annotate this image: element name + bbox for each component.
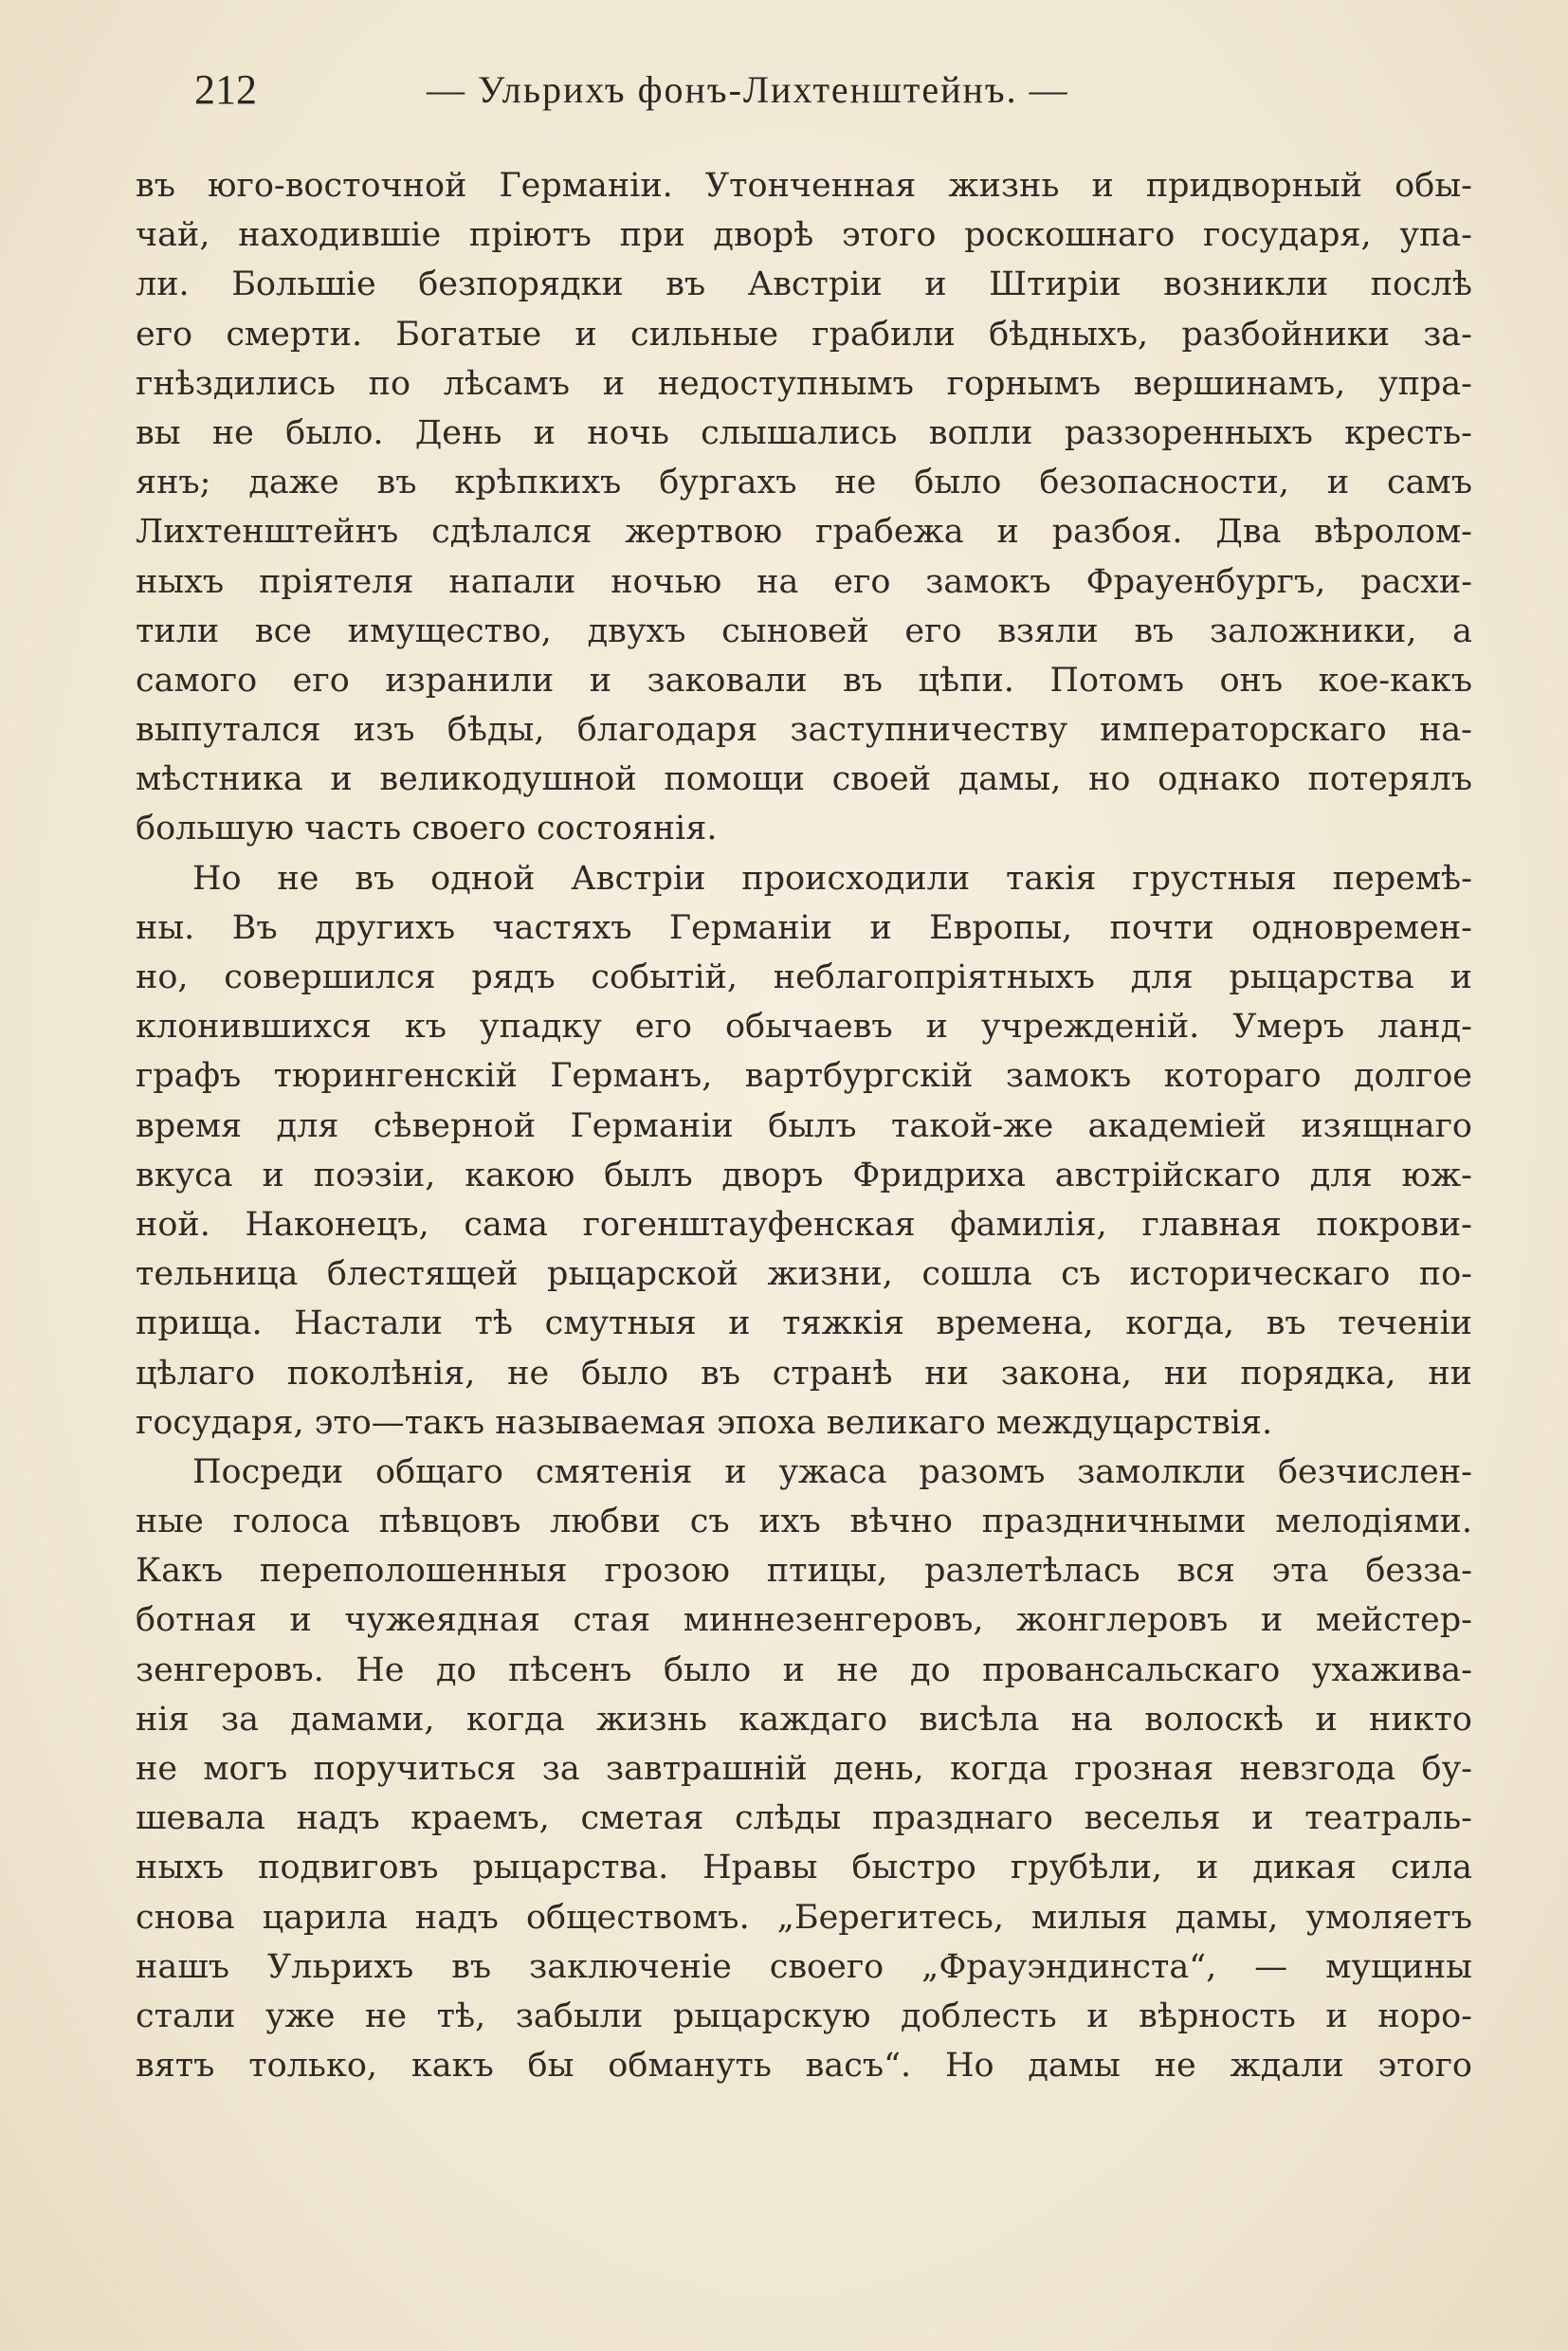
body-text [136, 161, 1472, 2090]
text-line: зенгеровъ. Не до пѣсенъ было и не до провансальскаго ухажива- [136, 1650, 1472, 1689]
text-line: стали уже не тѣ, забыли рыцарскую доблесть и вѣрность и норо- [136, 1996, 1472, 2035]
page-header [194, 57, 1465, 123]
text-line: вы не было. День и ночь слышались вопли раззоренныхъ кресть- [136, 413, 1472, 452]
text-line: ныхъ подвиговъ рыцарства. Нравы быстро грубѣли, и дикая сила [136, 1849, 1472, 1887]
text-line: ной. Наконецъ, сама гогенштауфенская фамилія, главная покрови- [136, 1205, 1472, 1244]
text-line: большую часть своего состоянія. [136, 810, 718, 848]
text-line: шевала надъ краемъ, сметая слѣды празднаго веселья и театраль- [136, 1799, 1472, 1838]
text-line: его смерти. Богатые и сильные грабили бѣдныхъ, разбойники за- [136, 315, 1472, 354]
text-line: тельница блестящей рыцарской жизни, сошла съ историческаго по- [136, 1255, 1472, 1294]
text-line: ли. Большіе безпорядки въ Австріи и Штиріи возникли послѣ [136, 265, 1472, 304]
text-line: чай, находившіе пріютъ при дворѣ этого роскошнаго государя, упа- [136, 216, 1472, 255]
text-line: янъ; даже въ крѣпкихъ бургахъ не было безопасности, и самъ [136, 464, 1472, 502]
text-line: ные голоса пѣвцовъ любви съ ихъ вѣчно праздничными мелодіями. [136, 1503, 1472, 1541]
text-line: Какъ переполошенныя грозою птицы, разлетѣлась вся эта безза- [136, 1552, 1472, 1591]
text-line: графъ тюрингенскій Германъ, вартбургскій замокъ котораго долгое [136, 1057, 1472, 1096]
text-line: самого его изранили и заковали въ цѣпи. Потомъ онъ кое-какъ [136, 661, 1472, 700]
text-line: въ юго-восточной Германіи. Утонченная жизнь и придворный обы- [136, 167, 1472, 205]
text-line: прища. Настали тѣ смутныя и тяжкія времена, когда, въ теченіи [136, 1304, 1472, 1343]
text-line: клонившихся къ упадку его обычаевъ и учрежденій. Умеръ ланд- [136, 1008, 1472, 1047]
text-line: снова царила надъ обществомъ. „Берегитесь, милыя дамы, умоляетъ [136, 1898, 1472, 1937]
text-line: не могъ поручиться за завтрашній день, когда грозная невзгода бу- [136, 1750, 1472, 1788]
text-line: нія за дамами, когда жизнь каждаго висѣла на волоскѣ и никто [136, 1700, 1472, 1739]
text-line: тили все имущество, двухъ сыновей его взяли въ заложники, а [136, 611, 1472, 650]
text-line: Но не въ одной Австріи происходили такія грустныя перемѣ- [192, 859, 1472, 898]
text-line: нашъ Ульрихъ въ заключеніе своего „Фрауэндинста“, — мущины [136, 1947, 1472, 1986]
text-line: Посреди общаго смятенія и ужаса разомъ замолкли безчислен- [192, 1452, 1472, 1491]
text-line: вкуса и поэзіи, какою былъ дворъ Фридриха австрійскаго для юж- [136, 1156, 1472, 1194]
text-line: ботная и чужеядная стая миннезенгеровъ, жонглеровъ и мейстер- [136, 1601, 1472, 1640]
text-line: Лихтенштейнъ сдѣлался жертвою грабежа и разбоя. Два вѣролом- [136, 513, 1472, 552]
page-number: 212 [194, 66, 257, 113]
text-line: цѣлаго поколѣнія, не было въ странѣ ни закона, ни порядка, ни [136, 1354, 1472, 1393]
text-line: выпутался изъ бѣды, благодаря заступничеству императорскаго на- [136, 711, 1472, 750]
text-line: ны. Въ другихъ частяхъ Германіи и Европы, почти одновремен- [136, 908, 1472, 947]
text-line: вятъ только, какъ бы обмануть васъ“. Но дамы не ждали этого [136, 2047, 1472, 2086]
text-line: время для сѣверной Германіи былъ такой-же академіей изящнаго [136, 1106, 1472, 1145]
text-line: мѣстника и великодушной помощи своей дамы, но однако потерялъ [136, 760, 1472, 799]
text-line: гнѣздились по лѣсамъ и недоступнымъ горнымъ вершинамъ, упра- [136, 364, 1472, 403]
text-line: ныхъ пріятеля напали ночью на его замокъ Фрауенбургъ, расхи- [136, 562, 1472, 601]
text-line: государя, это—такъ называемая эпоха великаго междуцарствія. [136, 1403, 1273, 1442]
text-line: но, совершился рядъ событій, неблагопріятныхъ для рыцарства и [136, 958, 1472, 996]
running-head: — Ульрихъ фонъ-Лихтенштейнъ. — [427, 68, 1069, 111]
